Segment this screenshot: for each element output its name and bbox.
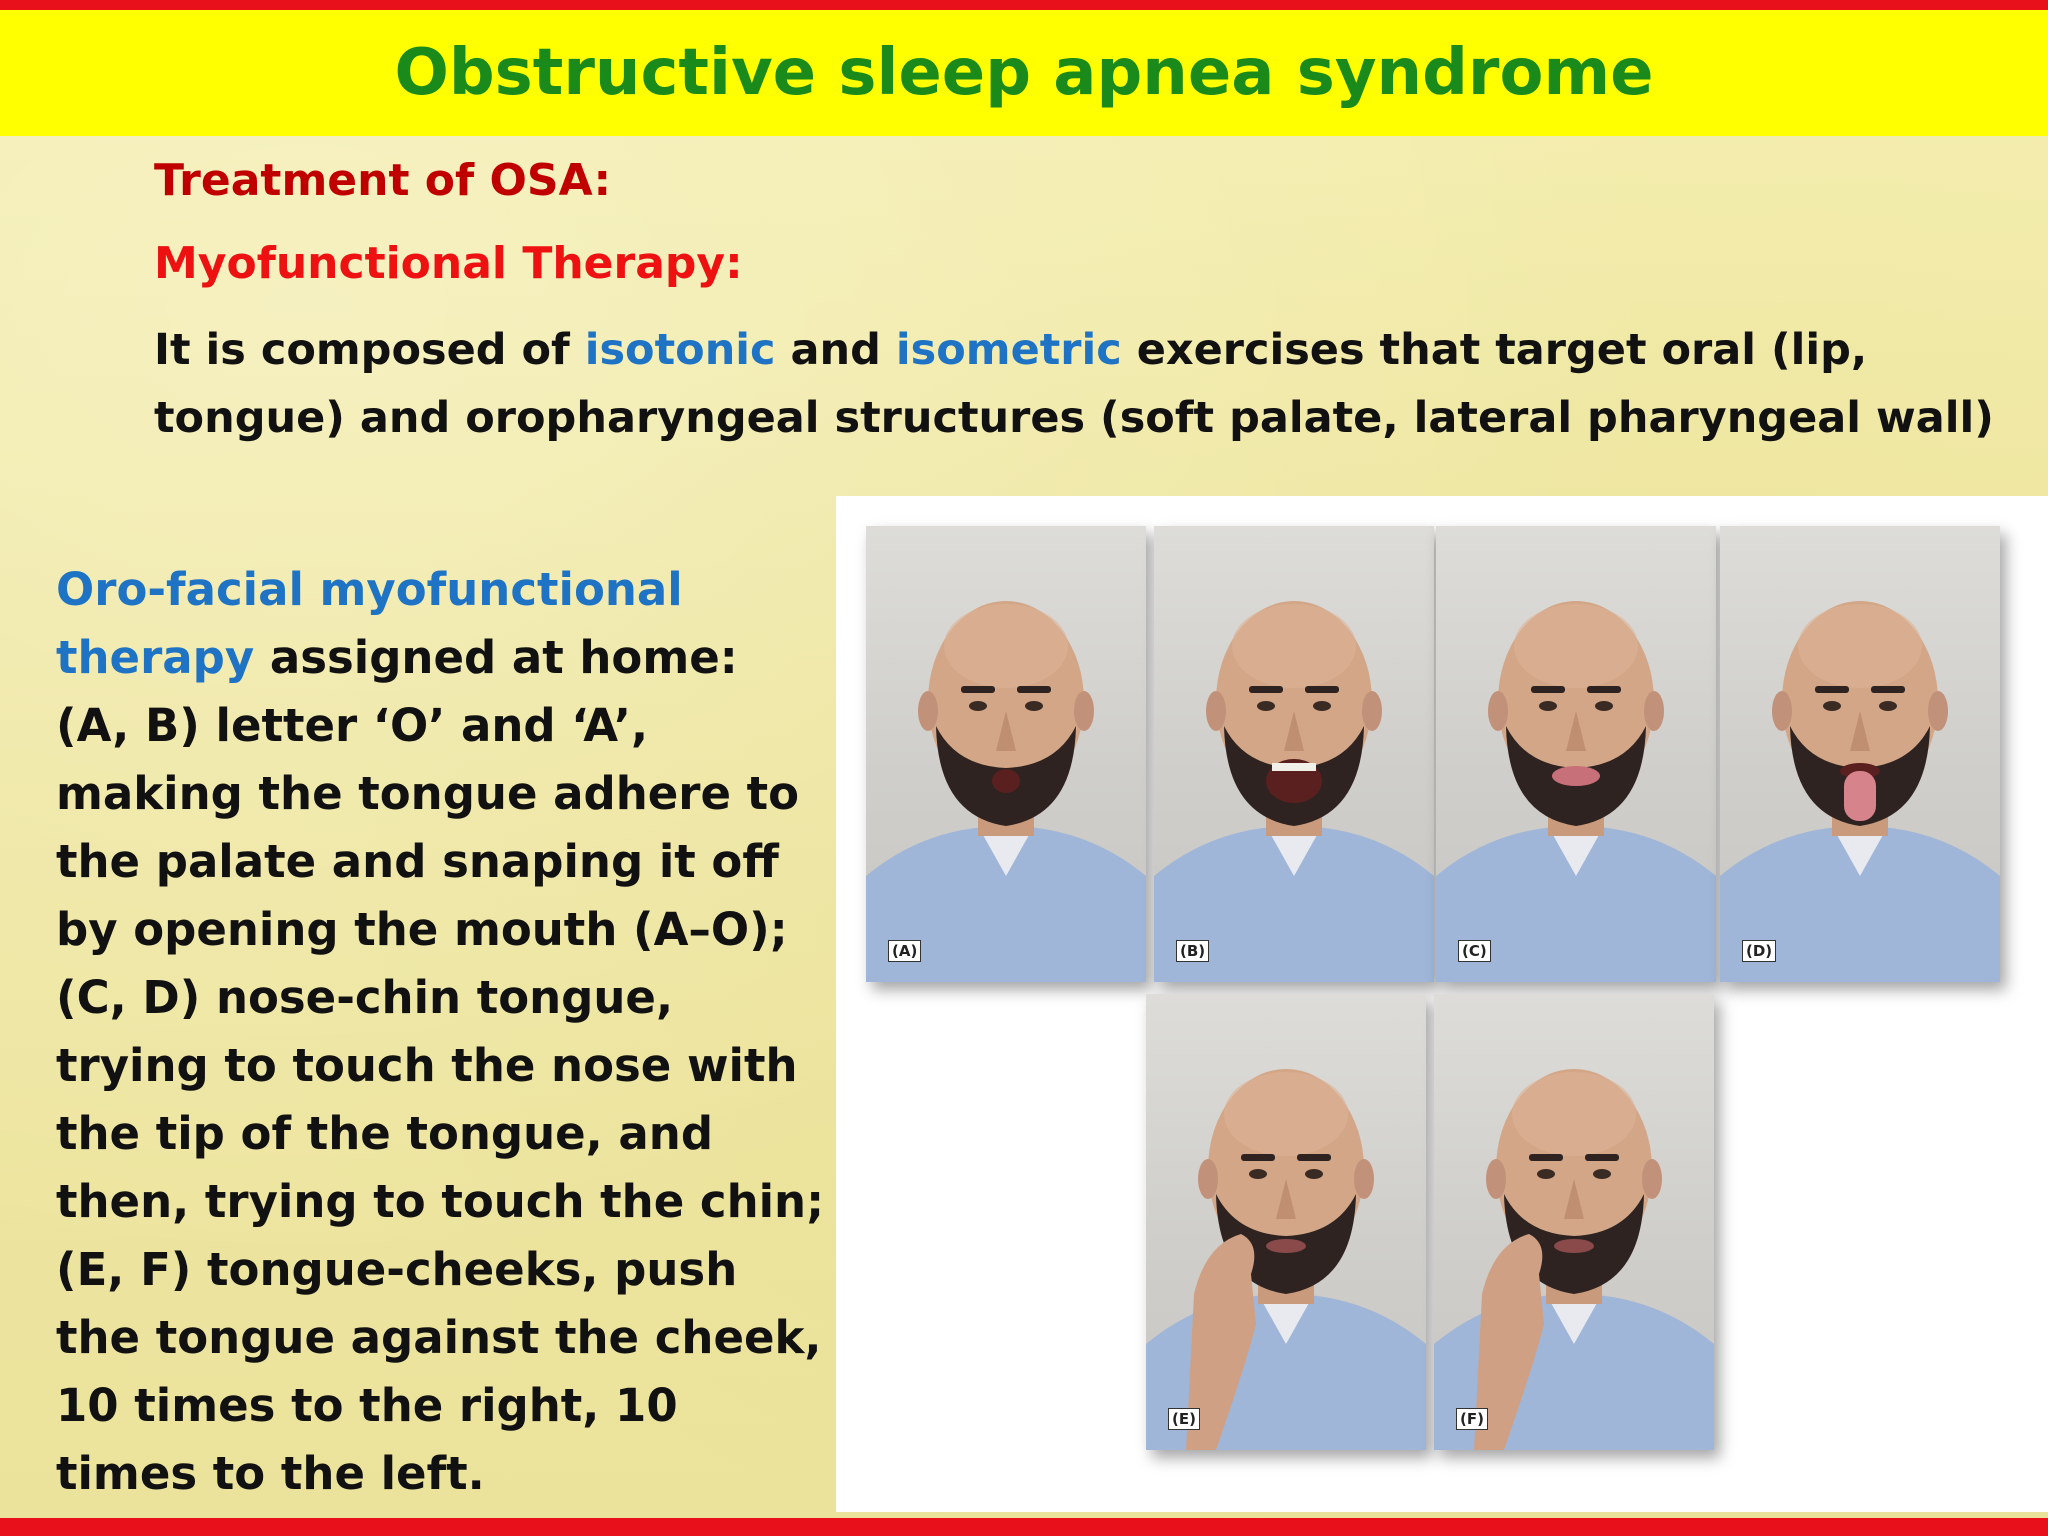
exercise-photo-d (1720, 526, 2000, 982)
photo-label: (D) (1742, 940, 1776, 962)
face-hand-cheek-icon (1434, 994, 1714, 1450)
exercise-photo-f (1434, 994, 1714, 1450)
exercise-photo-a (866, 526, 1146, 982)
face-tongue-down-icon (1720, 526, 2000, 982)
exercise-photo-c (1436, 526, 1716, 982)
exercise-photo-e (1146, 994, 1426, 1450)
face-mouth-a-icon (1154, 526, 1434, 982)
intro-paragraph (154, 316, 2014, 452)
photo-label: (F) (1456, 1408, 1488, 1430)
term-isotonic: isotonic (584, 325, 776, 375)
photo-label: (C) (1458, 940, 1491, 962)
photo-label: (A) (888, 940, 921, 962)
exercise-description-text: assigned at home: (A, B) letter ‘O’ and ‘A’, making the tongue adhere to the palate and snaping it off by opening the mouth (A–O); (C, D) nose-chin tongue, trying to touch the nose with the tip of the tongue, and then, trying to touch the chin; (E, F) tongue-cheeks, push the tongue against the cheek, 10 times to the right, 10 times to the left. (56, 631, 825, 1500)
exercise-photo-b (1154, 526, 1434, 982)
face-mouth-o-icon (866, 526, 1146, 982)
title-band (0, 10, 2048, 136)
exercise-description (56, 556, 826, 1508)
term-orofacial-therapy: Oro-facial myofunctional therapy (56, 563, 683, 684)
photo-label: (B) (1176, 940, 1209, 962)
heading-myofunctional-therapy: Myofunctional Therapy: (154, 238, 743, 289)
slide-title: Obstructive sleep apnea syndrome (394, 36, 1654, 110)
term-isometric: isometric (895, 325, 1122, 375)
face-tongue-up-icon (1436, 526, 1716, 982)
bottom-red-rule (0, 1518, 2048, 1536)
exercise-photo-panel (836, 496, 2048, 1512)
intro-text-2: and (775, 325, 896, 375)
intro-text-1: It is composed of (154, 325, 585, 375)
intro-text-3: exercises that target oral (lip, tongue) and oropharyngeal structures (soft palate, lateral pharyngeal wall) (154, 325, 1994, 443)
top-red-rule (0, 0, 2048, 10)
face-hand-cheek-icon (1146, 994, 1426, 1450)
photo-label: (E) (1168, 1408, 1200, 1430)
heading-treatment: Treatment of OSA: (154, 155, 612, 206)
